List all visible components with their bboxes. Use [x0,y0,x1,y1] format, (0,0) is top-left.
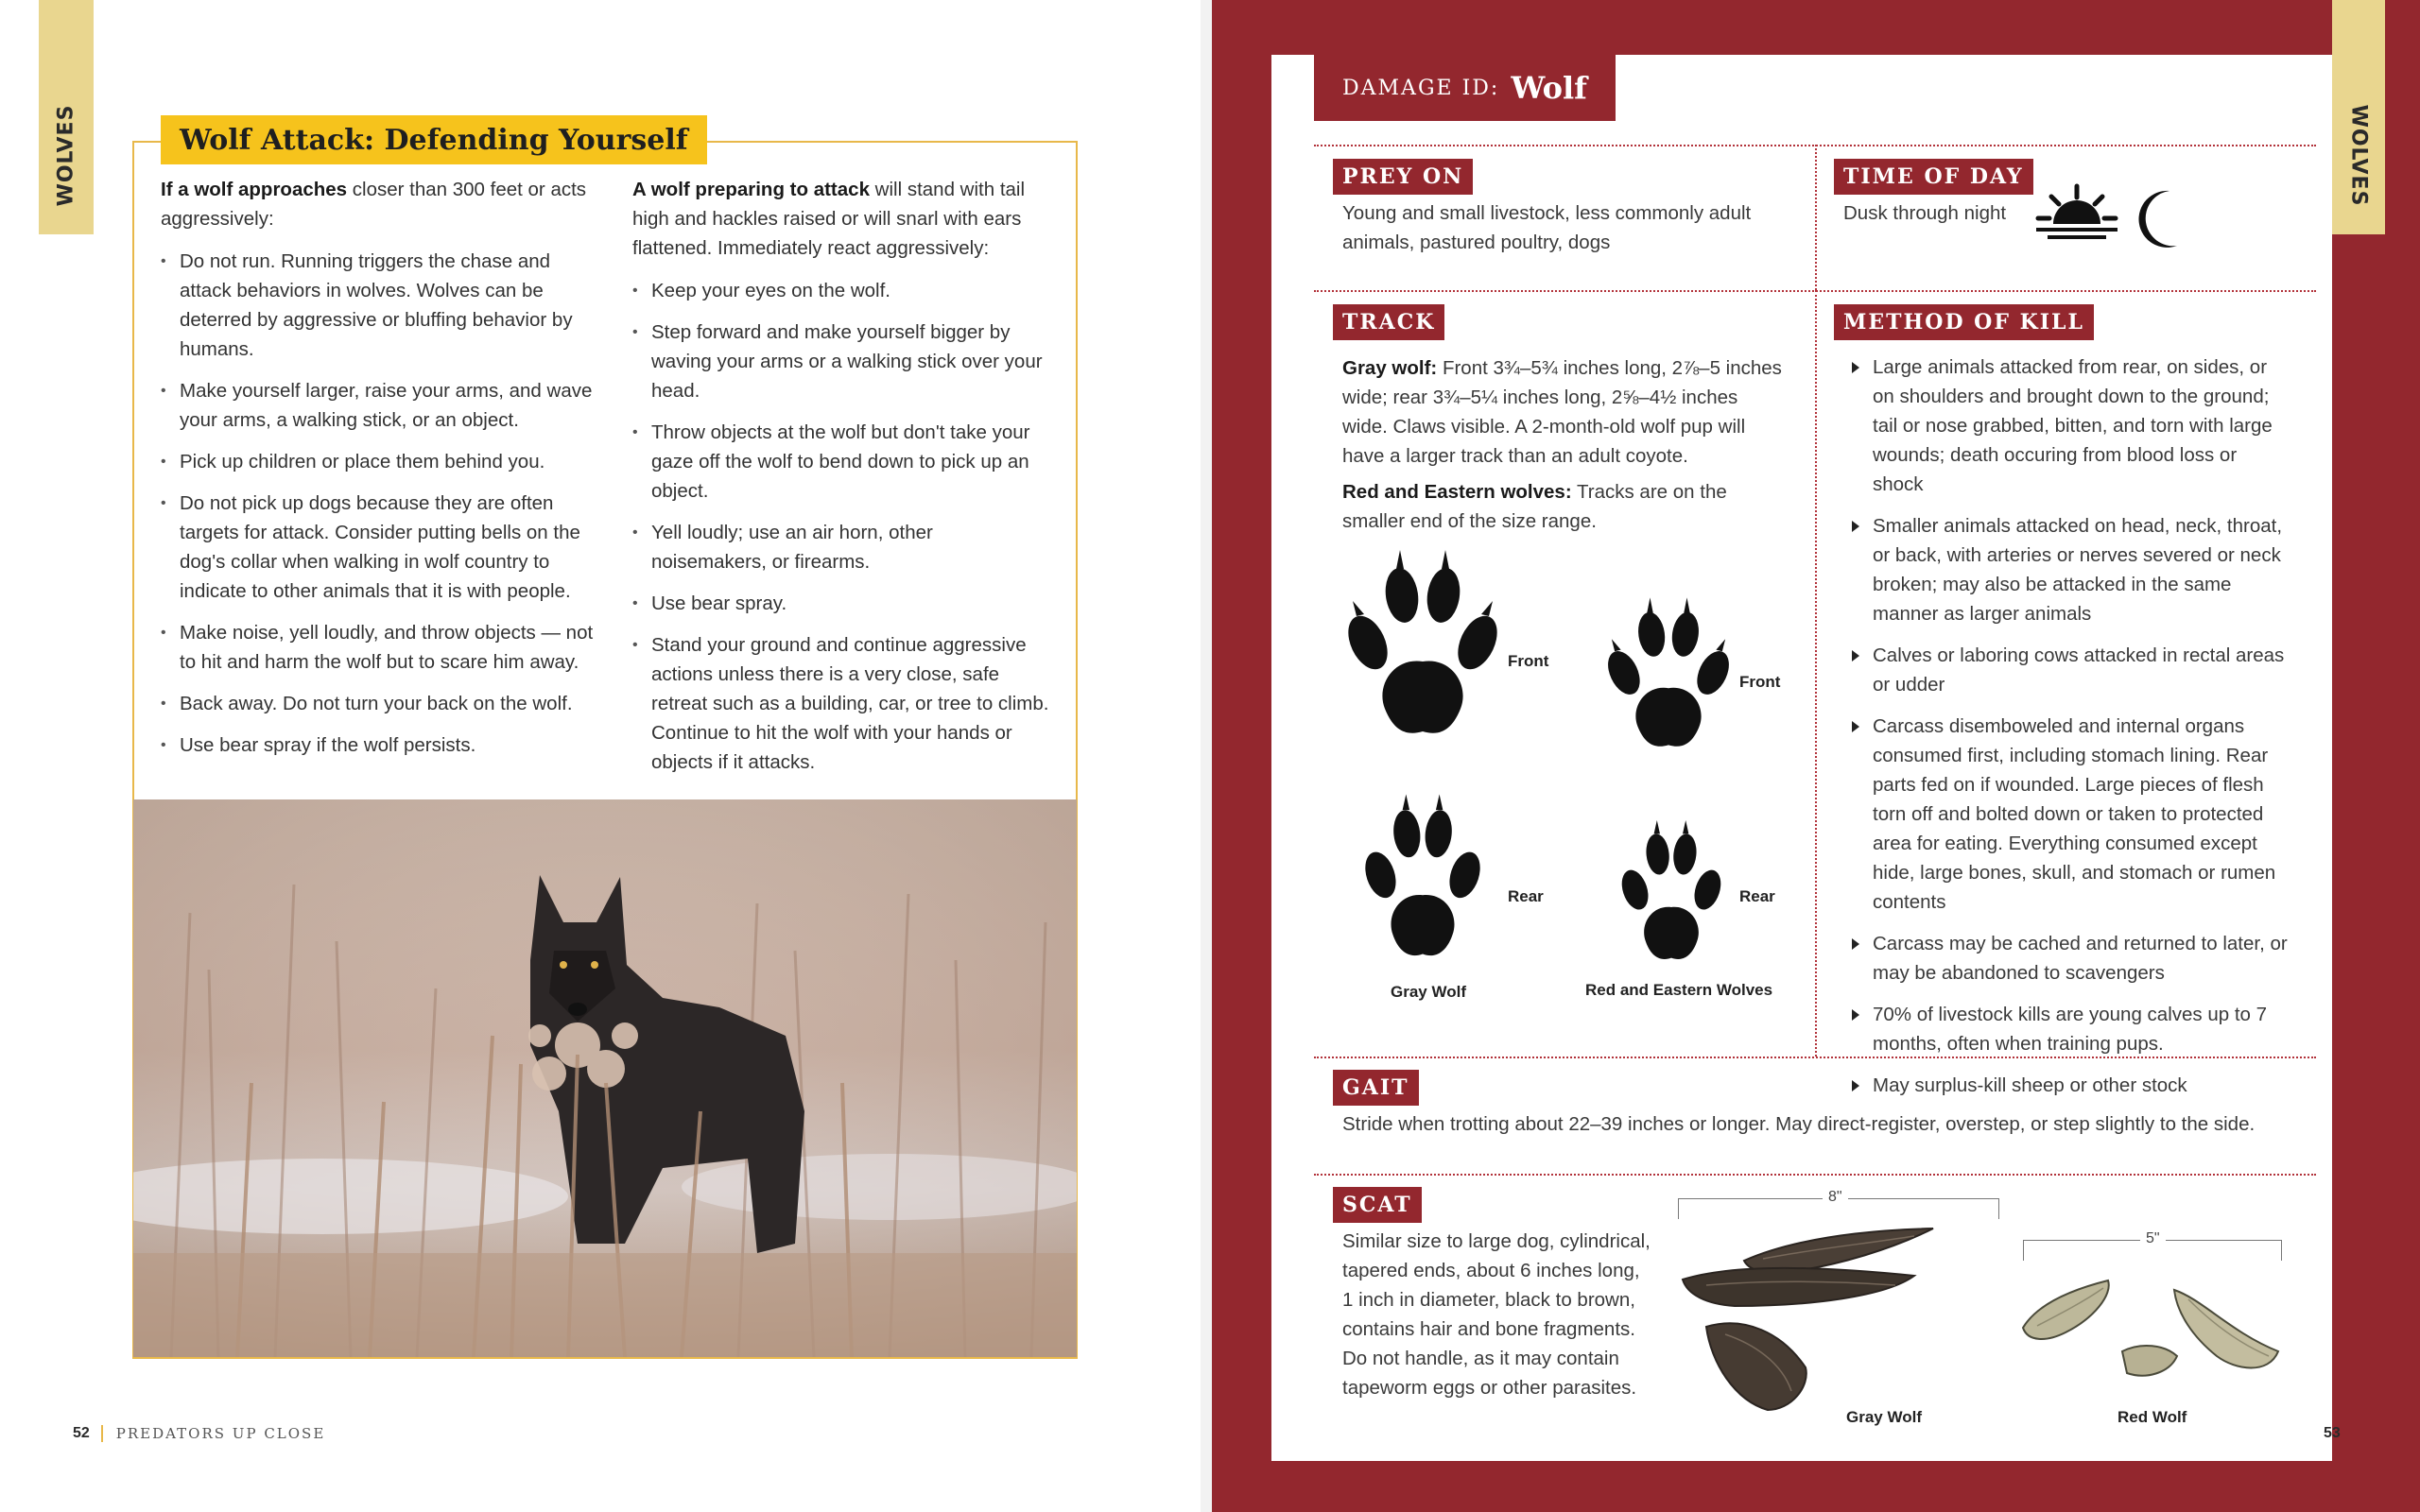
sidebar-title [161,115,707,164]
divider [1314,1174,2316,1176]
section-tab-label: WOLVES [54,104,78,206]
scale-tick [2281,1240,2282,1261]
track-label: TRACK [1333,304,1444,340]
section-tab-label: WOLVES [2346,104,2371,206]
track-gray-text: Gray wolf: Front 3¾–5¾ inches long, 2⅞–5 inches wide; rear 3¾–5¼ inches long, 2⅝–4½ inches wide. Claws visible. A 2-month-old wolf pup will have a larger track than an adult coyote. [1342,357,1782,467]
red-wolf-scat-illustration [2018,1262,2292,1384]
track-rear-label: Rear [1739,887,1775,905]
damage-id-label: DAMAGE ID: [1342,76,1500,100]
sidebar-title-text: Wolf Attack: Defending Yourself [180,123,688,157]
list-item: • Back away. Do not turn your back on the wolf. [161,689,596,718]
divider [1815,290,1817,1057]
spine [1201,0,1212,1512]
gait-text: Stride when trotting about 22–39 inches or longer. May direct-register, overstep, or step slightly to the side. [1342,1113,2256,1135]
time-of-day-label: TIME OF DAY [1834,159,2033,195]
attack-column [632,175,1053,789]
attack-list [632,276,1053,777]
list-item: May surplus-kill sheep or other stock [1848,1071,2292,1100]
approach-list [161,247,596,760]
list-item: • Stand your ground and continue aggressive actions unless there is a very close, safe retreat such as a building, car, or tree to climb. Continue to hit the wolf with your hands or objects if it attacks. [632,630,1053,777]
gray-wolf-front-track [1347,548,1498,742]
list-item: • Do not pick up dogs because they are often targets for attack. Consider putting bells on the dog's collar when walking in wolf country to indicate to other animals that it is with people. [161,489,596,606]
list-item: Smaller animals attacked on head, neck, throat, or back, with arteries or nerves severed or neck broken; may also be attacked in the same manner as larger animals [1848,511,2292,628]
list-item: • Make yourself larger, raise your arms, and wave your arms, a walking stick, or an object. [161,376,596,435]
page-number: 52 [73,1425,90,1441]
prey-on-text: Young and small livestock, less commonly adult animals, pastured poultry, dogs [1342,202,1752,253]
red-wolf-rear-track [1618,820,1724,968]
divider [1815,145,1817,290]
track-front-label: Front [1508,652,1549,670]
damage-id-value: Wolf [1511,70,1587,106]
section-tab-left [39,0,94,234]
list-item: • Step forward and make yourself bigger by waving your arms or a walking stick over your head. [632,318,1053,405]
red-wolf-track-caption: Red and Eastern Wolves [1585,981,1773,999]
approach-column [161,175,596,772]
gray-wolf-track-caption: Gray Wolf [1391,983,1466,1001]
folio-left [73,1425,325,1442]
list-item: • Throw objects at the wolf but don't take your gaze off the wolf to bend down to pick up an object. [632,418,1053,506]
sunset-icon [2032,182,2122,249]
gray-scat-scale-label: 8" [1823,1189,1848,1206]
list-item: Calves or laboring cows attacked in rectal areas or udder [1848,641,2292,699]
section-tab-right [2332,0,2385,234]
list-item: • Use bear spray if the wolf persists. [161,730,596,760]
list-item: 70% of livestock kills are young calves up to 7 months, often when training pups. [1848,1000,2292,1058]
list-item: • Keep your eyes on the wolf. [632,276,1053,305]
time-of-day-text: Dusk through night [1843,202,2007,224]
gray-wolf-scat-illustration [1678,1221,1980,1419]
red-scat-scale-label: 5" [2140,1230,2166,1247]
gray-wolf-scat-caption: Gray Wolf [1846,1408,1922,1426]
wolf-photo [133,799,1077,1357]
prey-on-label: PREY ON [1333,159,1473,195]
running-head: PREDATORS UP CLOSE [115,1425,326,1442]
list-item: • Make noise, yell loudly, and throw objects — not to hit and harm the wolf but to scare him away. [161,618,596,677]
scat-text: Similar size to large dog, cylindrical, tapered ends, about 6 inches long, 1 inch in diameter, black to brown, contains hair and bone fragments. Do not handle, as it may contain tapeworm eggs or other parasites. [1342,1230,1651,1399]
track-rear-label: Rear [1508,887,1544,905]
list-item: • Use bear spray. [632,589,1053,618]
method-of-kill-label: METHOD OF KILL [1834,304,2094,340]
scale-tick [1678,1198,1679,1219]
attack-intro: A wolf preparing to attack will stand with tail high and hackles raised or will snarl with ears flattened. Immediately react aggressively: [632,179,1026,259]
scale-tick [1998,1198,1999,1219]
list-item: Large animals attacked from rear, on sides, or on shoulders and brought down to the ground; tail or nose grabbed, bitten, and torn with large wounds; death occuring from blood loss or shock [1848,352,2292,499]
list-item: Carcass may be cached and returned to later, or may be abandoned to scavengers [1848,929,2292,988]
list-item: Carcass disemboweled and internal organs consumed first, including stomach lining. Rear parts fed on if wounded. Large pieces of flesh torn off and bolted down or taken to protected area for eating. Everything consumed except hide, large bones, skull, and stomach or rumen contents [1848,712,2292,917]
page-number: 53 [2324,1425,2341,1441]
list-item: • Pick up children or place them behind you. [161,447,596,476]
gait-label: GAIT [1333,1070,1419,1106]
scat-label: SCAT [1333,1187,1422,1223]
scale-tick [2023,1240,2024,1261]
damage-id-header [1314,55,1616,121]
red-wolf-scat-caption: Red Wolf [2118,1408,2187,1426]
track-red-text: Red and Eastern wolves: Tracks are on the smaller end of the size range. [1342,481,1727,532]
method-of-kill-list [1848,352,2292,1112]
track-front-label: Front [1739,673,1781,691]
approach-intro: If a wolf approaches closer than 300 feet or acts aggressively: [161,179,587,230]
folio-divider [101,1425,103,1442]
list-item: • Yell loudly; use an air horn, other noisemakers, or firearms. [632,518,1053,576]
red-wolf-front-track [1607,593,1730,756]
gray-wolf-rear-track [1361,794,1484,966]
list-item: • Do not run. Running triggers the chase and attack behaviors in wolves. Wolves can be deterred by aggressive or bluffing behavior by humans. [161,247,596,364]
crescent-moon-icon [2132,187,2184,251]
